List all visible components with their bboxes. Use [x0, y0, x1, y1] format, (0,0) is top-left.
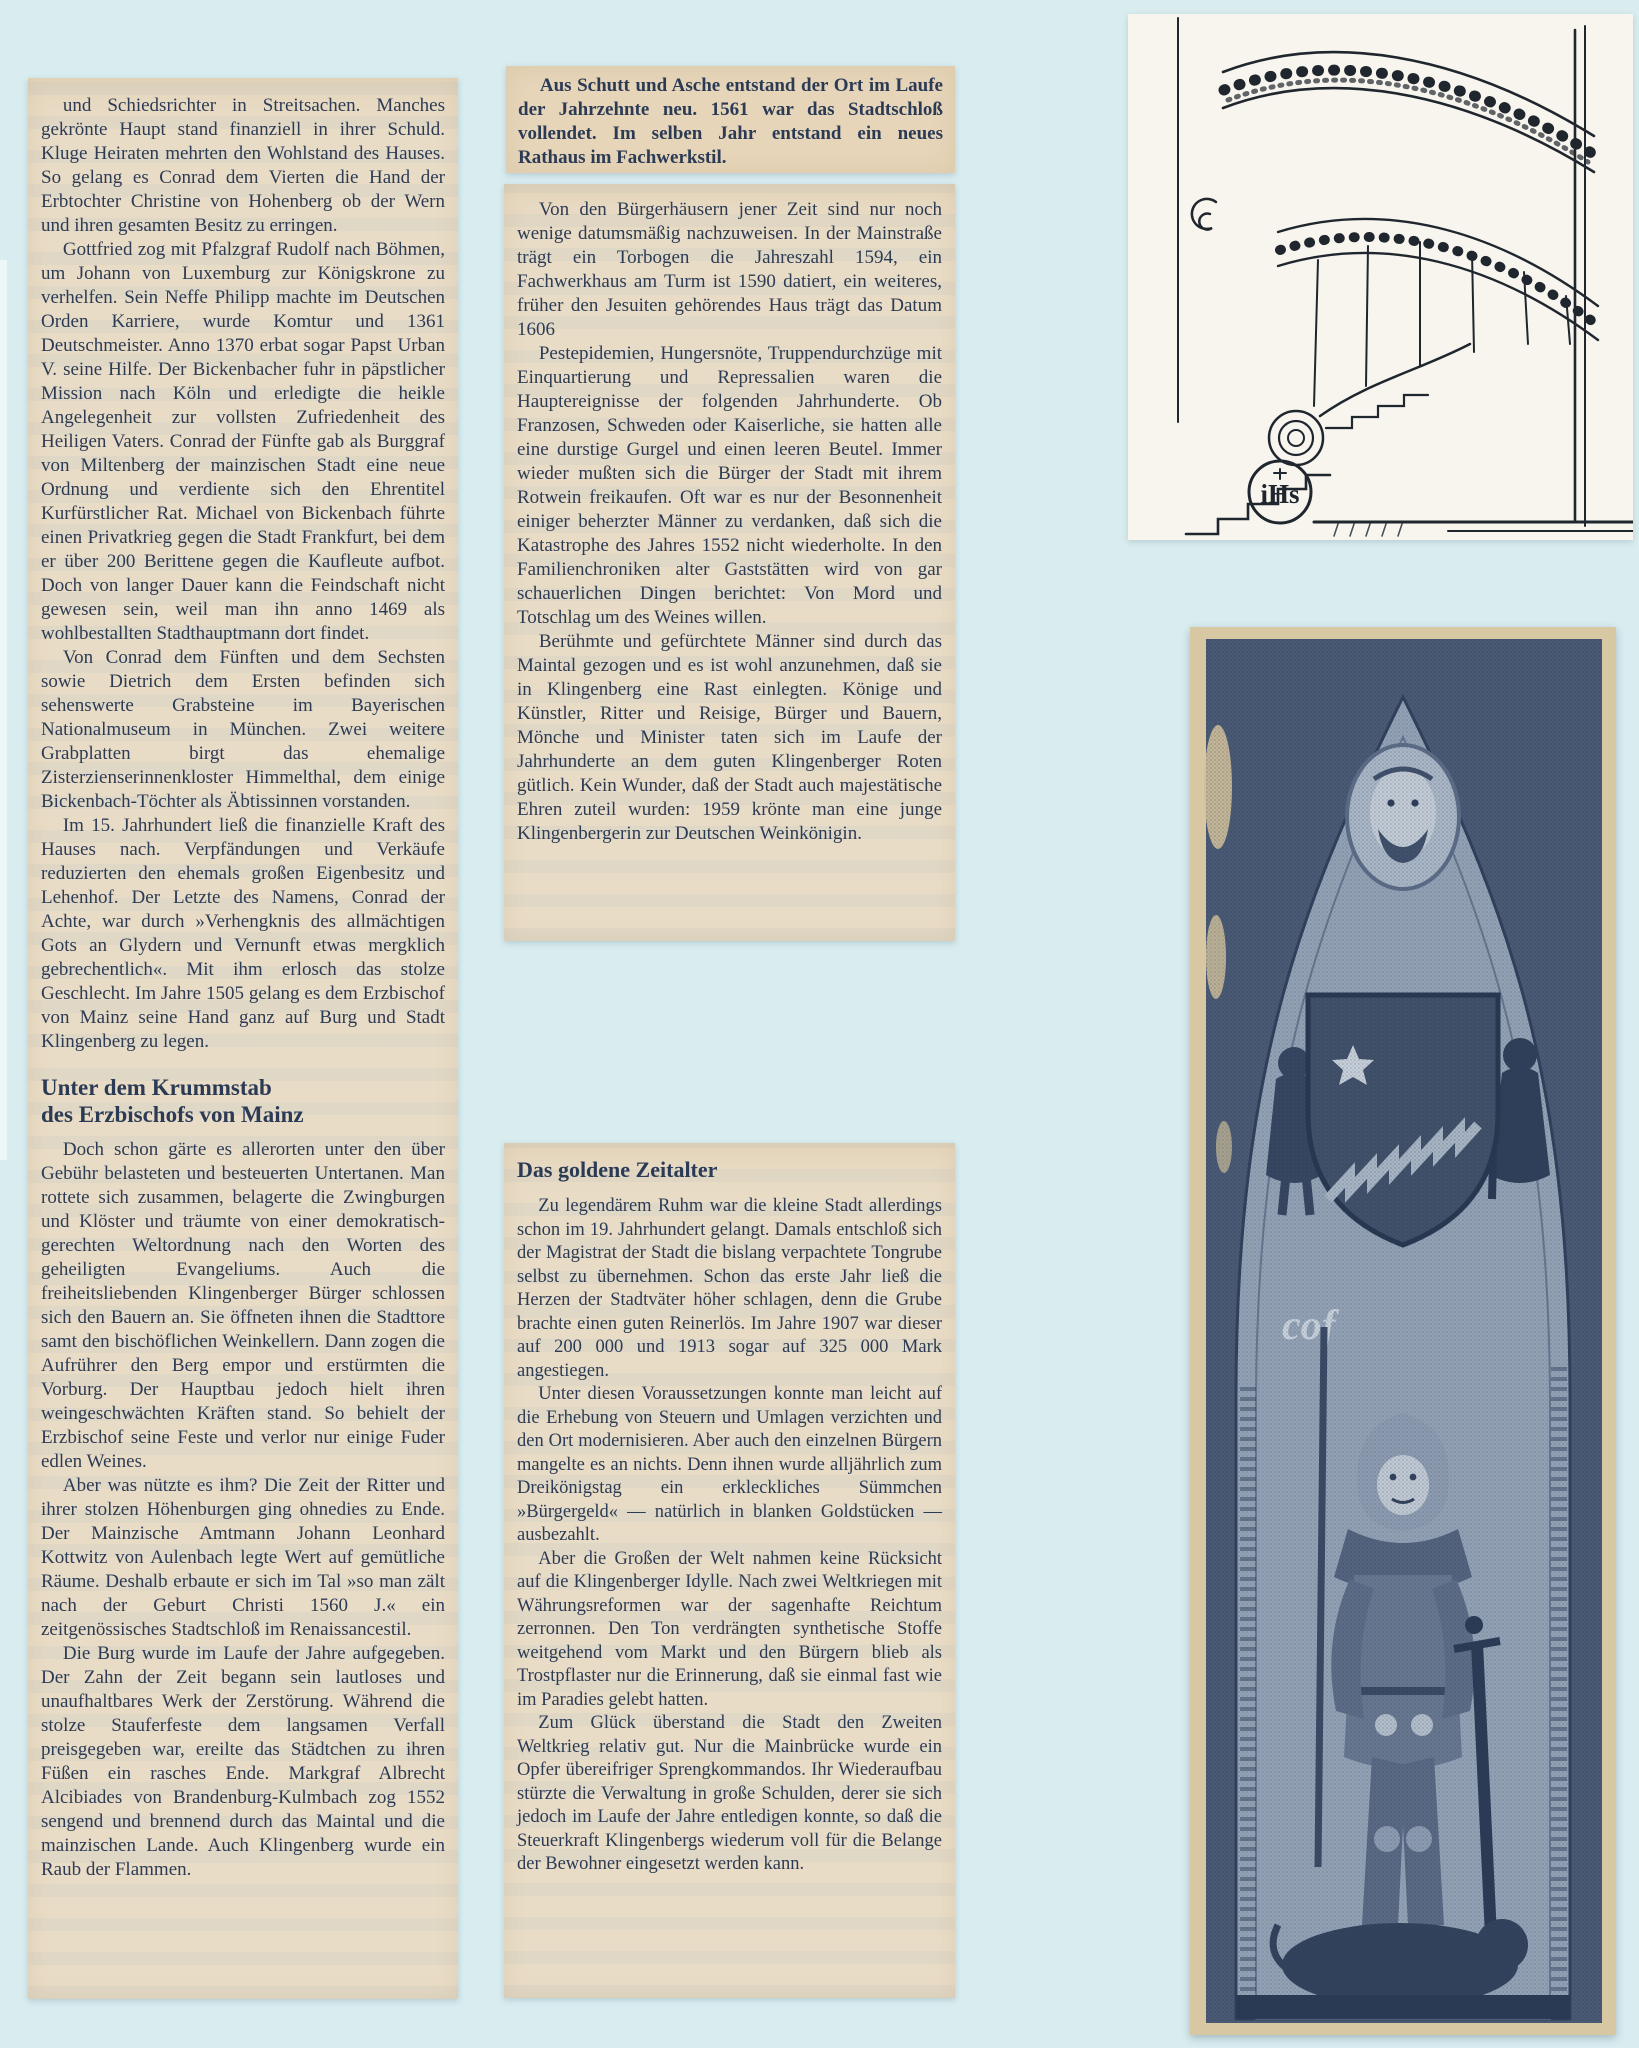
staircase-drawing-figure: [1128, 14, 1633, 540]
section-heading-krummstab: [41, 1074, 445, 1128]
bold-note-text: Aus Schutt und Asche entstand der Ort im Laufe der Jahrzehnte neu. 1561 war das Stadtschloß vollendet. Im selben Jahr entstand ein neues Rathaus im Fachwerkstil.: [518, 75, 943, 168]
middle-bottom-clipping: [504, 1143, 955, 1998]
halftone-texture: [1206, 639, 1602, 2023]
article-paragraph: Die Burg wurde im Laufe der Jahre aufgegeben. Der Zahn der Zeit begann sein lautloses und unaufhaltbares Werk der Zerstörung. Während die stolze Stauferfeste dem langsamen Verfall preisgegeben war, ereilte das Städtchen zu ihren Füßen ein rasches Ende. Markgraf Albrecht Alcibiades von Brandenburg-Kulmbach zog 1552 sengend und brennend durch das Maintal und die mainzischen Lande. Auch Klingenberg wurde ein Raub der Flammen.: [41, 1643, 445, 1880]
railing-loop-chain-2: [1280, 237, 1596, 324]
left-article-top: [41, 94, 445, 1054]
article-paragraph: Aber die Großen der Welt nahmen keine Rücksicht auf die Klingenberger Idylle. Nach zwei Weltkriegen mit Währungsreformen war der sagenhafte Reichtum zerronnen. Den Ton verdrängten synthetische Stoffe weitgehend vom Markt und den Bürgern blieb als Trostpflaster nur die Erinnerung, daß sie einmal fast wie im Paradies gelebt hatten.: [517, 1548, 942, 1710]
article-paragraph: Doch schon gärte es allerorten unter den über Gebühr belasteten und besteuerten Untertanen. Man rottete sich zusammen, belagerte die Zwingburgen und Klöster und träumte von einer demokratisch-gerechten Weltordnung nach den Worten des geheiligten Evangeliums. Auch die freiheitsliebenden Klingenberger Bürger schlossen sich den Bauern an. Sie öffneten ihnen die Stadttore samt den bischöflichen Weinkellern. Dann zogen die Aufrührer den Berg empor und erstürmten die Vorburg. Der Hauptbau jedoch hielt ihren weingeschwächten Kräften stand. So behielt der Erzbischof seine Feste und verlor nur einige Fuder edlen Weines.: [41, 1139, 445, 1472]
scroll-ornament: [1192, 199, 1216, 230]
middle-main-clipping: [504, 184, 955, 941]
middle-bottom-paragraphs: [517, 1195, 942, 1877]
article-paragraph: Aber was nützte es ihm? Die Zeit der Ritter und ihrer stolzen Höhenburgen ging ohnedies zu Ende. Der Mainzische Amtmann Johann Leonhard Kottwitz von Aulenbach legte Wert auf gemütliche Räume. Deshalb erbaute er sich im Tal »so man zält nach der Geburt Christi 1560 J.« ein zeitgenössisches Stadtschloß im Renaissancestil.: [41, 1475, 445, 1640]
article-paragraph: Unter diesen Voraussetzungen konnte man leicht auf die Erhebung von Steuern und Umlagen verzichten und den Ort modernisieren. Aber auch den einzelnen Bürgern mangelte es an nichts. Denn ihnen wurde alljährlich zum Dreikönigstag ein erkleckliches Sümmchen »Bürgergeld« — natürlich in blanken Goldstücken — ausbezahlt.: [517, 1384, 942, 1545]
left-article-clipping: [28, 78, 458, 1999]
article-paragraph: Pestepidemien, Hungersnöte, Truppendurchzüge mit Einquartierung und Repressalien waren die Hauptereignisse der folgenden Jahrhunderte. Ob Franzosen, Schweden oder Kaiserliche, sie hatten alle eine durstige Gurgel und einen leeren Beutel. Immer wieder mußten sich die Bürger der Stadt mit ihrem Rotwein freikaufen. Oft war es nur der Besonnenheit einiger beherzter Männer zu verdanken, daß sich die Katastrophe des Jahres 1552 nicht wiederholte. In den Familienchroniken alter Gaststätten wird von gar schauerlichen Dingen berichtet: Von Mord und Totschlag um des Weines willen.: [517, 343, 942, 628]
ihs-monogram-text: iHs: [1260, 479, 1300, 509]
section-heading-goldene-zeitalter: Das goldene Zeitalter: [517, 1157, 718, 1182]
left-article-bottom: [41, 1138, 445, 1882]
staircase-ink-drawing: [1128, 14, 1633, 540]
article-paragraph: Gottfried zog mit Pfalzgraf Rudolf nach Böhmen, um Johann von Luxemburg zur Königskrone zu verhelfen. Sein Neffe Philipp machte im Deutschen Orden Karriere, wurde Komtur und 1361 Deutschmeister. Anno 1370 erbat sogar Papst Urban V. seine Hilfe. Der Bickenbacher fuhr in päpstlicher Mission nach Köln und erledigte die heikle Angelegenheit zur vollsten Zufriedenheit des Heiligen Vaters. Conrad der Fünfte gab als Burggraf von Miltenberg der mainzischen Stadt eine neue Ordnung und verdiente sich den Ehrentitel Kurfürstlicher Rat. Michael von Bickenbach führte einen Privatkrieg gegen die Stadt Frankfurt, bei dem er über 200 Berittene gegen die Kaufleute aufbot. Doch von langer Dauer kann die Feindschaft nicht gewesen sein, weil man ihn anno 1469 als wohlbestallten Stadthauptmann dort findet.: [41, 239, 445, 644]
article-paragraph: und Schiedsrichter in Streitsachen. Manches gekrönte Haupt stand finanziell in ihrer Schuld. Kluge Heiraten mehrten den Wohlstand des Hauses. So gelang es Conrad dem Vierten die Hand der Erbtochter Christine von Hohenberg ob der Wern und ihren gesamten Besitz zu erringen.: [41, 95, 445, 236]
middle-top-clipping: [506, 66, 955, 173]
middle-main-paragraphs: [517, 198, 942, 846]
article-paragraph: Zum Glück überstand die Stadt den Zweiten Weltkrieg relativ gut. Nur die Mainbrücke wurde ein Opfer übereifriger Sprengkommandos. Ihr Wiederaufbau stürzte die Verwaltung in große Schulden, derer sie sich jedoch im Laufe der Jahre entledigen konnte, so daß die Steuerkraft Klingenbergs wiederum voll für die Belange der Bewohner eingesetzt werden kann.: [517, 1713, 942, 1874]
article-paragraph: Berühmte und gefürchtete Männer sind durch das Maintal gezogen und es ist wohl anzunehmen, daß sie in Klingenberg eine Rast einlegten. Könige und Künstler, Ritter und Reisige, Bürger und Bauern, Mönche und Minister taten sich im Laufe der Jahrhunderte an dem guten Klingenberger Roten gütlich. Kein Wunder, daß der Stadt auch majestätische Ehren zuteil wurden: 1959 krönte man eine junge Klingenbergerin zur Deutschen Weinkönigin.: [517, 631, 942, 844]
stair-steps-upper: [1326, 395, 1428, 428]
knight-effigy-image: [1190, 627, 1616, 2035]
scan-edge: [0, 260, 7, 1160]
article-paragraph: Von den Bürgerhäusern jener Zeit sind nur noch wenige datumsmäßig nachzuweisen. In der Mainstraße trägt ein Torbogen die Jahreszahl 1594, ein Fachwerkhaus am Turm ist 1590 datiert, ein weiteres, früher den Jesuiten gehörendes Haus trägt das Datum 1606: [517, 199, 942, 340]
newel-coil: [1269, 411, 1323, 465]
article-paragraph: Zu legendärem Ruhm war die kleine Stadt allerdings schon im 19. Jahrhundert gelangt. Damals entschloß sich der Magistrat der Stadt die bislang verpachtete Tongrube selbst zu übernehmen. Schon das erste Jahr ließ die Herzen der Stadtväter höher schlagen, denn die Grube brachte einen guten Reinerlös. Im Jahre 1907 war dieser auf 200 000 und 1913 sogar auf 325 000 Mark angestiegen.: [517, 1196, 942, 1381]
article-paragraph: Von Conrad dem Fünften und dem Sechsten sowie Dietrich dem Ersten befinden sich sehenswerte Grabsteine im Bayerischen Nationalmuseum in München. Zwei weitere Grabplatten birgt das ehemalige Zisterzienserinnenkloster Himmelthal, dem einige Bickenbach-Töchter als Äbtissinnen vorstanden.: [41, 647, 445, 812]
article-paragraph: Im 15. Jahrhundert ließ die finanzielle Kraft des Hauses nach. Verpfändungen und Verkäufe reduzierten den ehemals großen Eigenbesitz und Lehenhof. Der Letzte des Namens, Conrad der Achte, war durch »Verhengknis des allmächtigen Gots an Glydern und Vernunft etwas mergklich gebrechentlich«. Mit ihm erlosch das stolze Geschlecht. Im Jahre 1505 gelang es dem Erzbischof von Mainz seine Hand ganz auf Burg und Stadt Klingenberg zu legen.: [41, 815, 445, 1052]
section-heading-line2: des Erzbischofs von Mainz: [41, 1102, 304, 1127]
knight-gravestone-photo: [1190, 627, 1616, 2035]
section-heading-line1: Unter dem Krummstab: [41, 1075, 272, 1100]
